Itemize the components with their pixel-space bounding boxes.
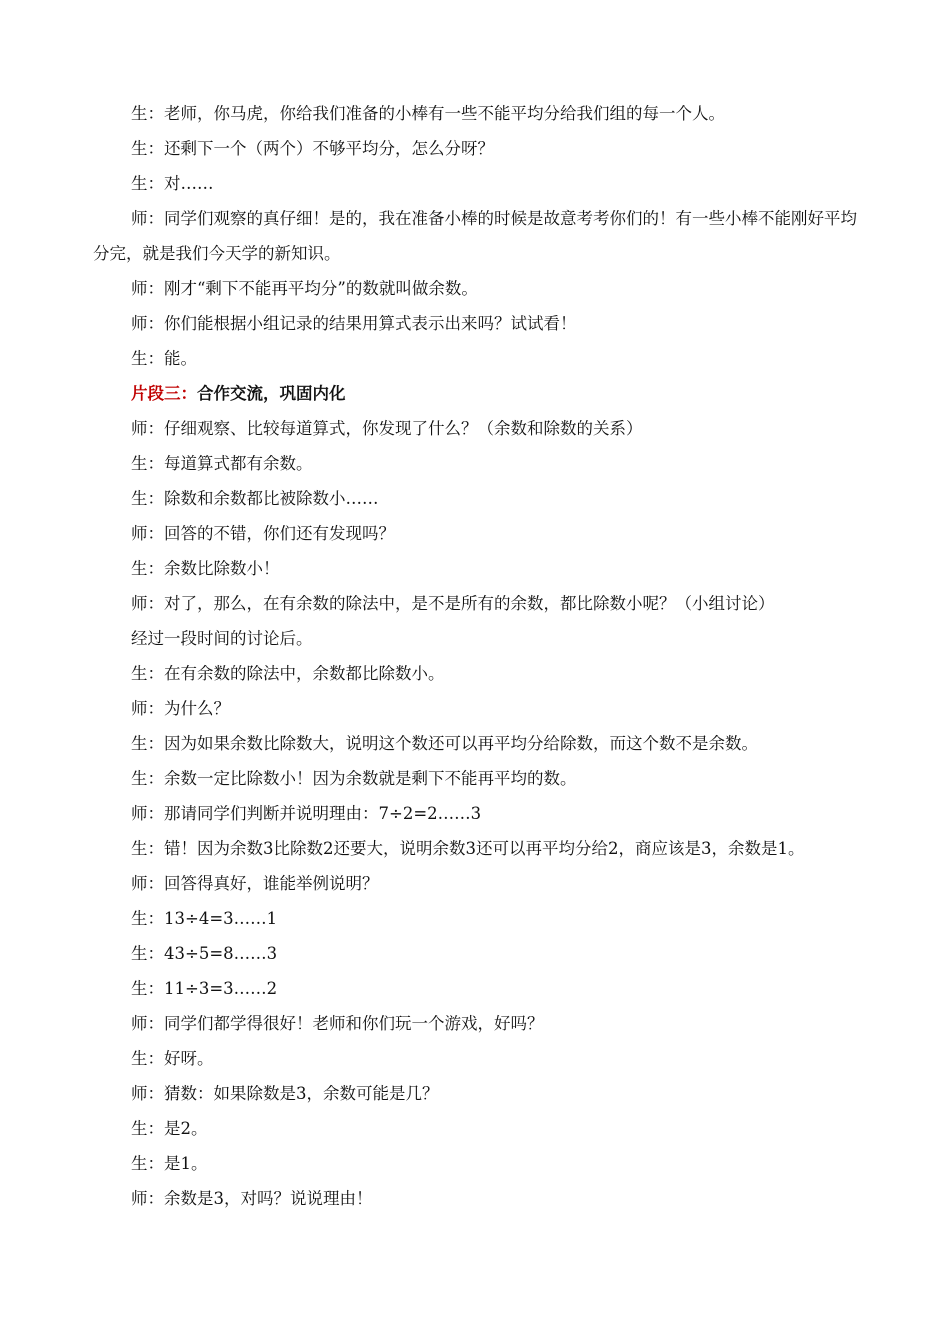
dialogue-line: 生：除数和余数都比被除数小…… bbox=[131, 489, 379, 508]
dialogue-line: 生：对…… bbox=[131, 174, 214, 193]
dialogue-line: 生：老师，你马虎，你给我们准备的小棒有一些不能平均分给我们组的每一个人。 bbox=[131, 104, 725, 123]
dialogue-line: 生：因为如果余数比除数大，说明这个数还可以再平均分给除数，而这个数不是余数。 bbox=[131, 734, 758, 753]
dialogue-line: 师：对了，那么，在有余数的除法中，是不是所有的余数，都比除数小呢？（小组讨论） bbox=[131, 594, 775, 613]
dialogue-line: 师：仔细观察、比较每道算式，你发现了什么？（余数和除数的关系） bbox=[131, 419, 643, 438]
narration-line: 经过一段时间的讨论后。 bbox=[131, 629, 313, 648]
dialogue-line: 生：在有余数的除法中，余数都比除数小。 bbox=[131, 664, 445, 683]
section-heading bbox=[93, 376, 863, 411]
dialogue-line: 生：余数一定比除数小！因为余数就是剩下不能再平均的数。 bbox=[131, 769, 577, 788]
lesson-transcript bbox=[93, 96, 863, 1216]
dialogue-line: 生：好呀。 bbox=[131, 1049, 214, 1068]
dialogue-line: 师：刚才“剩下不能再平均分”的数就叫做余数。 bbox=[131, 279, 478, 298]
dialogue-line: 师：猜数：如果除数是3，余数可能是几？ bbox=[131, 1084, 439, 1103]
dialogue-line: 生：每道算式都有余数。 bbox=[131, 454, 313, 473]
dialogue-line: 生：还剩下一个（两个）不够平均分，怎么分呀？ bbox=[131, 139, 494, 158]
dialogue-line: 师：余数是3，对吗？说说理由！ bbox=[131, 1189, 373, 1208]
dialogue-line: 生：能。 bbox=[131, 349, 197, 368]
dialogue-line: 师：同学们观察的真仔细！是的，我在准备小棒的时候是故意考考你们的！有一些小棒不能刚好平均分完，就是我们今天学的新知识。 bbox=[93, 209, 857, 263]
section-heading-title: 合作交流，巩固内化 bbox=[197, 384, 346, 403]
dialogue-line: 生：13÷4=3……1 bbox=[131, 909, 278, 928]
dialogue-line: 生：错！因为余数3比除数2还要大，说明余数3还可以再平均分给2，商应该是3，余数是1。 bbox=[131, 839, 805, 858]
section-heading-label: 片段三： bbox=[131, 384, 197, 403]
dialogue-line: 师：回答的不错，你们还有发现吗？ bbox=[131, 524, 395, 543]
dialogue-line: 生：11÷3=3……2 bbox=[131, 979, 278, 998]
dialogue-line: 生：是1。 bbox=[131, 1154, 208, 1173]
dialogue-line: 师：为什么？ bbox=[131, 699, 230, 718]
dialogue-line: 生：是2。 bbox=[131, 1119, 208, 1138]
dialogue-line: 师：回答得真好，谁能举例说明？ bbox=[131, 874, 379, 893]
dialogue-line: 生：43÷5=8……3 bbox=[131, 944, 278, 963]
dialogue-line: 师：那请同学们判断并说明理由：7÷2=2……3 bbox=[131, 804, 482, 823]
dialogue-line: 师：同学们都学得很好！老师和你们玩一个游戏，好吗？ bbox=[131, 1014, 544, 1033]
dialogue-line: 生：余数比除数小！ bbox=[131, 559, 280, 578]
dialogue-line: 师：你们能根据小组记录的结果用算式表示出来吗？试试看！ bbox=[131, 314, 577, 333]
